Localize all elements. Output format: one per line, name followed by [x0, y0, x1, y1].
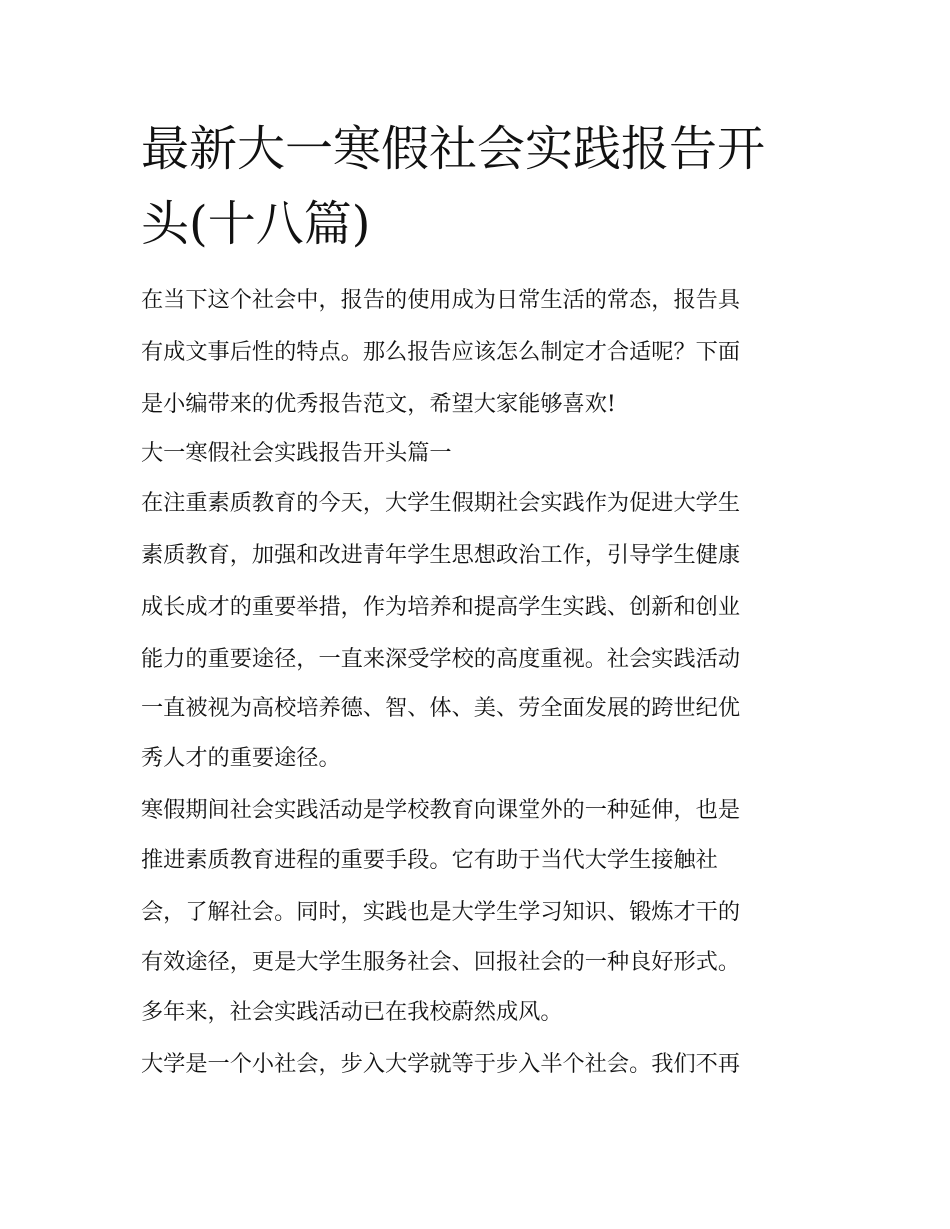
text-line: 成长成才的重要举措，作为培养和提高学生实践、创新和创业	[141, 594, 741, 620]
text-line: 大学是一个小社会，步入大学就等于步入半个社会。我们不再	[141, 1051, 741, 1077]
text-line: 在注重素质教育的今天，大学生假期社会实践作为促进大学生	[141, 490, 741, 516]
text-line: 能力的重要途径，一直来深受学校的高度重视。社会实践活动	[141, 646, 741, 672]
text-line: 素质教育，加强和改进青年学生思想政治工作，引导学生健康	[141, 542, 741, 568]
title-line-2: 头(十八篇)	[141, 196, 371, 252]
document-page	[141, 0, 813, 1229]
text-line: 是小编带来的优秀报告范文，希望大家能够喜欢!	[141, 391, 616, 417]
text-line: 多年来，社会实践活动已在我校蔚然成风。	[141, 999, 563, 1025]
text-line: 寒假期间社会实践活动是学校教育向课堂外的一种延伸，也是	[141, 797, 741, 823]
text-line: 推进素质教育进程的重要手段。它有助于当代大学生接触社	[141, 847, 718, 873]
title-line-1: 最新大一寒假社会实践报告开	[141, 121, 766, 177]
text-line: 一直被视为高校培养德、智、体、美、劳全面发展的跨世纪优	[141, 695, 741, 721]
text-line: 在当下这个社会中，报告的使用成为日常生活的常态，报告具	[141, 287, 741, 313]
text-line: 秀人才的重要途径。	[141, 745, 341, 771]
text-line: 有成文事后性的特点。那么报告应该怎么制定才合适呢？下面	[141, 339, 741, 365]
document-title	[141, 112, 813, 262]
text-line: 有效途径，更是大学生服务社会、回报社会的一种良好形式。	[141, 949, 741, 975]
section-heading: 大一寒假社会实践报告开头篇一	[141, 440, 452, 466]
text-line: 会，了解社会。同时，实践也是大学生学习知识、锻炼才干的	[141, 899, 741, 925]
